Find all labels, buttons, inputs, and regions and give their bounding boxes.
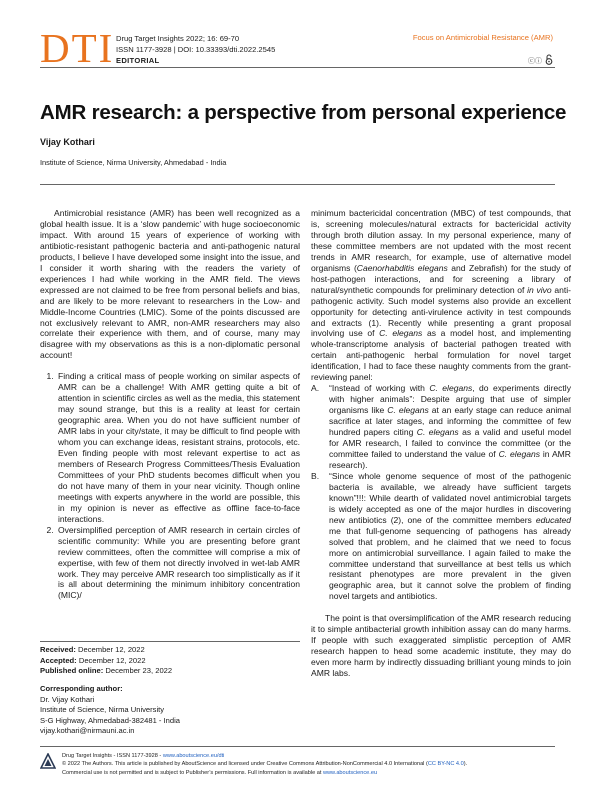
journal-logo: DTI [40,25,115,71]
article-type: EDITORIAL [116,56,160,65]
points-list [40,371,300,601]
footer-text: Drug Target Insights - ISSN 1177-3928 - www.aboutscience.eu/dti © 2022 The Authors. This article is published by AboutScience and licensed under Creative Commons Attribution-NonCommercial 4.0 International (CC BY-NC 4.0). Commercial use is not permitted and is subject to Publisher’s permissions. Full information is available at www.aboutscience.eu [62,753,468,776]
license-icons [528,54,553,65]
comment-a: A. “Instead of working with C. elegans, do experiments directly with higher animals”: Despite arguing that use of simpler organisms like C. elegans at an early stage can reduce animal sacrifice at later stages, and informing the committee of few hundred papers citing C. elegans as a valid and useful model for AMR research, I failed to convince the committee (or the committee failed to understand the value of C. elegans in AMR research). [311,383,572,470]
title-rule [40,184,555,185]
left-column [40,208,300,601]
dates-rule [40,641,300,642]
publisher-logo-icon [40,753,56,774]
journal-citation: Drug Target Insights 2022; 16: 69-70 [116,34,240,43]
published-date: December 23, 2022 [105,666,173,675]
point-2: 2. Oversimplified perception of AMR research in certain circles of scientific community: While you are presenting before grant review committees, often the committee will comprise a mix of expertise, with few of them not directly involved in wet-lab AMR work. They may perceive AMR research too simplistically as if it is all about determining the minimum inhibitory concentration (MIC)/ [56,525,300,602]
publisher-link[interactable]: www.aboutscience.eu [322,769,378,776]
cc-by-nc-icon [528,55,542,65]
corresponding-email[interactable]: vijay.kothari@nirmauni.ac.in [40,726,135,735]
svg-text:ⓒⓘ: ⓒⓘ [528,56,542,65]
intro-paragraph: Antimicrobial resistance (AMR) has been well recognized as a global health issue. It is a ‘slow pandemic’ with huge socioeconomic impact. With around 15 years of experience of working with antibiotic-resistant pathogenic bacteria and anti-pathogenic natural products, I believe I have developed some insight into the issue, and I consider it worth sharing with the readers the variety of experiences I had while working in the AMR field. The views expressed are not claimed to be free from personal beliefs and bias, and are likely to be more relevant to researchers in the Low- and Middle-Income Countries (LMIC). Some of the points discussed are not exclusively relevant to AMR, non-AMR researchers may also correlate their experience with them, and of course, many may disagree with my observations as this is a non-diplomatic personal account! [40,208,300,361]
author-affiliation: Institute of Science, Nirma University, Ahmedabad - India [40,158,227,167]
point-2-continued: minimum bactericidal concentration (MBC) of test compounds, that is, screening molecules/natural extracts for bactericidal activity through broth dilution assay. In my personal experience, many of these committee members are not updated with the most recent trends in AMR research, for example, use of alternative model organisms (Caenorhabditis elegans and Zebrafish) for the study of host-pathogen interactions, and for screening a library of natural/synthetic compounds for preliminary detection of in vivo anti-pathogenic activity. Such model systems also provide an excellent opportunity for detecting anti-virulence activity in test compounds and extracts (1). Recently while presenting a grant proposal involving use of C. elegans as a model host, and implementing whole-transcriptome analysis of bacterial pathogen treated with certain anti-pathogenic herbal formulation for novel target identification, I had to face these naughty comments from the grant-reviewing panel: [311,208,571,383]
point-1: 1. Finding a critical mass of people working on similar aspects of AMR can be a challenge! With AMR getting quite a bit of attention in scientific circles as well as the media, this statement may sound strange, but this is a reality at least for certain geographic area. When you do not have sufficient number of AMR labs in your city/state, it may be difficult to find people with whom you can exchange ideas, resistant strains, protocols, etc. Even finding people with most relevant expertise to act as members of Research Progress Committees/Thesis Evaluation Committees of your PhD students becomes difficult when you do not have many of them in your near vicinity. Though online meetings with experts anywhere in the world are possible, this in my opinion is never as effective as offline face-to-face interactions. [56,371,300,524]
received-date: December 12, 2022 [78,645,145,654]
license-link[interactable]: CC BY-NC 4.0 [427,761,464,768]
author-name: Vijay Kothari [40,137,95,147]
article-dates: Received: December 12, 2022 Accepted: December 12, 2022 Published online: December 23, 2022 [40,645,173,675]
article-title: AMR research: a perspective from personal experience [40,101,567,124]
open-access-icon [545,54,553,65]
comment-b: B. “Since whole genome sequence of most of the pathogenic bacteria is available, we already have sufficient targets known”!!!: While dearth of validated novel antimicrobial targets is widely accepted as one of the major hurdles in discovering new antibiotics (2), one of the committee members educated me that full-genome sequencing of pathogens has already solved that problem, and he claimed that we need to focus more on antimicrobial surveillance. I again failed to make the committee understand that surveillance at best tells us which resistant phenotypes are more prevalent in the given geographic area, but it cannot solve the problem of finding novel targets and antibiotics. [311,470,571,602]
focus-label: Focus on Antimicrobial Resistance (AMR) [412,33,553,42]
footer-rule [40,746,555,747]
right-column [311,208,571,679]
journal-link[interactable]: www.aboutscience.eu/dti [162,753,225,759]
journal-meta [116,33,275,66]
corresponding-author: Corresponding author: Dr. Vijay Kothari Institute of Science, Nirma University S-G Highway, Ahmedabad-382481 - India vijay.kothari@nirmauni.ac.in [40,684,181,735]
comments-list [311,383,571,602]
accepted-date: December 12, 2022 [78,655,146,665]
issn-doi: ISSN 1177-3928 | DOI: 10.33393/dti.2022.2545 [116,45,276,54]
closing-paragraph: The point is that oversimplification of the AMR research reducing it to simple antibacterial growth inhibition assay can do many harms. If people with such exaggerated simplistic perception of AMR research happen to head some academic institute, they may do even more harm by indirectly dissuading brilliant young minds to join AMR labs. [311,613,571,679]
header-rule [40,67,555,68]
